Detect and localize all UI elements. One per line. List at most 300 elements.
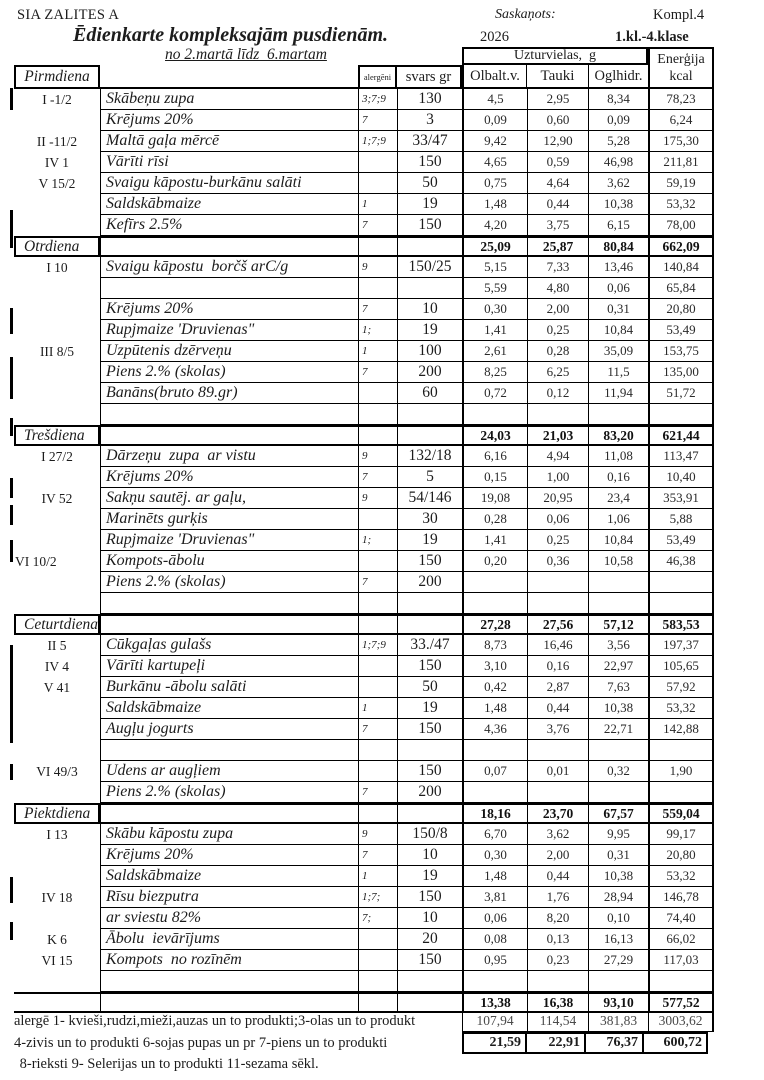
day-code-cell [14,971,100,992]
weight-cell: 54/146 [397,488,462,509]
fat-value-cell: 0,59 [527,152,588,173]
carbs-value-cell [588,572,648,593]
carbs-value-cell: 11,94 [588,383,648,404]
fat-value-cell: 4,64 [527,173,588,194]
energy-header [648,47,714,87]
fat-value-cell: 23,70 [527,805,588,822]
allergens-cell [358,404,397,425]
weight-cell: 19 [397,530,462,551]
weight-cell: 200 [397,782,462,803]
allergens-cell: 7 [358,845,397,866]
protein-value-cell: 1,48 [462,194,527,215]
day-code-cell [14,194,100,215]
weight-cell: 30 [397,509,462,530]
dish-name-cell: Rupjmaize 'Druvienas" [100,320,358,341]
dish-row [14,110,714,131]
day-code-cell: IV 1 [44,154,70,170]
protein-value-cell: 0,09 [462,110,527,131]
dish-name-cell: Augļu jogurts [100,719,358,740]
scan-artifact [10,88,13,110]
carbs-value-cell [588,782,648,803]
energy-value-cell: 78,23 [648,89,714,110]
protein-value-cell: 0,08 [462,929,527,950]
protein-value-cell: 18,16 [462,805,527,822]
dish-row [14,551,714,572]
energy-value-cell: 57,92 [648,677,714,698]
fat-value-cell [527,572,588,593]
dish-row [14,635,714,656]
fat-value-cell: 0,60 [527,110,588,131]
day-code-cell: IV 52 [41,490,73,506]
day-code-cell [14,362,100,383]
fat-value-cell: 3,76 [527,719,588,740]
dish-row [14,89,714,110]
allergens-cell: 7 [358,215,397,236]
carbs-value-cell: 8,34 [588,89,648,110]
carbs-value-cell: 3,62 [588,173,648,194]
dish-name-cell: Marinēts gurķis [100,509,358,530]
carbs-value-cell: 0,06 [588,278,648,299]
fat-value-cell: 1,00 [527,467,588,488]
scan-artifact [10,308,13,334]
scan-artifact [10,540,13,562]
day-header-pirmdiena: Pirmdiena [14,65,100,87]
carbs-value-cell: 10,84 [588,530,648,551]
energy-value-cell: 175,30 [648,131,714,152]
dish-row [14,824,714,845]
day-code-cell [14,530,100,551]
empty-row [14,740,714,761]
energy-value-cell: 74,40 [648,908,714,929]
allergens-cell [358,238,397,255]
dish-row [14,782,714,803]
dish-row [14,341,714,362]
dish-row [14,131,714,152]
energy-value-cell: 1,90 [648,761,714,782]
allergens-cell: 9 [358,488,397,509]
dish-name-cell: Cūkgaļas gulašs [100,635,358,656]
weight-cell: 20 [397,929,462,950]
allergens-cell [358,593,397,614]
allergens-cell: 9 [358,257,397,278]
allergens-cell: 1 [358,698,397,719]
protein-value-cell: 0,95 [462,950,527,971]
allergens-cell [358,616,397,633]
carbs-value-cell: 11,08 [588,446,648,467]
carbs-value-cell: 10,38 [588,194,648,215]
carbs-value-cell: 10,84 [588,320,648,341]
carbs-value-cell [588,971,648,992]
protein-value-cell [462,572,527,593]
weight-cell [397,278,462,299]
protein-value-cell: 27,28 [462,616,527,633]
energy-value-cell: 559,04 [648,805,714,822]
carbs-value-cell: 10,58 [588,551,648,572]
dish-row [14,572,714,593]
fat-header: Tauki [527,65,588,87]
weight-cell: 33/47 [397,131,462,152]
energy-value-cell [648,782,714,803]
energy-value-cell: 117,03 [648,950,714,971]
energy-value-cell: 142,88 [648,719,714,740]
day-row [14,236,714,257]
energy-value-cell: 211,81 [648,152,714,173]
day-code-cell [14,593,100,614]
dish-name-cell: Rupjmaize 'Druvienas" [100,530,358,551]
day-code-cell: III 8/5 [39,343,75,359]
allergens-cell [358,971,397,992]
day-label-cell: Trešdiena [14,427,100,444]
dish-name-cell: Dārzeņu zupa ar vistu [100,446,358,467]
allergens-cell: 7 [358,110,397,131]
protein-value-cell: 3,81 [462,887,527,908]
allergens-cell: 9 [358,824,397,845]
carbs-value-cell [588,593,648,614]
carbs-value-cell: 0,16 [588,467,648,488]
footer-note-row2 [14,1032,714,1054]
dish-name-cell: Krējums 20% [100,467,358,488]
day-code-cell [14,782,100,803]
allergens-cell: 1;7;9 [358,131,397,152]
allergens-cell [358,740,397,761]
day-code-cell [14,719,100,740]
energy-value-cell: 146,78 [648,887,714,908]
day-code-cell: I 27/2 [41,448,73,464]
carbs-value-cell: 28,94 [588,887,648,908]
weight-cell: 150 [397,152,462,173]
fat-value-cell: 25,87 [527,238,588,255]
allergens-cell [358,509,397,530]
menu-table-body [14,87,714,1013]
weight-cell: 150 [397,656,462,677]
protein-value-cell [462,593,527,614]
week-carbs-sum: 381,83 [588,1011,648,1032]
energy-value-cell: 153,75 [648,341,714,362]
weight-cell: 5 [397,467,462,488]
dish-name-cell: Skābu kāpostu zupa [100,824,358,845]
dish-row [14,173,714,194]
avg-carbs: 76,37 [584,1032,644,1054]
dish-name-cell: Svaigu kāpostu borčš arC/g [100,257,358,278]
day-row [14,425,714,446]
dish-name-cell [100,616,358,633]
allergens-cell: 7 [358,782,397,803]
carbs-value-cell: 6,15 [588,215,648,236]
carbs-value-cell: 35,09 [588,341,648,362]
fat-value-cell: 3,62 [527,824,588,845]
day-code-cell [14,320,100,341]
protein-value-cell: 25,09 [462,238,527,255]
allergens-cell: 7 [358,572,397,593]
fat-value-cell [527,593,588,614]
day-code-cell: K 6 [47,931,67,947]
allergens-cell [358,278,397,299]
energy-value-cell: 577,52 [648,994,714,1011]
energy-value-cell: 53,32 [648,866,714,887]
weight-cell: 33./47 [397,635,462,656]
dish-name-cell: Piens 2.% (skolas) [100,572,358,593]
dish-row [14,362,714,383]
weight-cell [397,616,462,633]
fat-value-cell [527,740,588,761]
dish-row [14,215,714,236]
dish-row [14,761,714,782]
fat-value-cell: 0,23 [527,950,588,971]
dish-name-cell [100,427,358,444]
dish-name-cell [100,994,358,1011]
allergens-cell [358,383,397,404]
dish-name-cell: Krējums 20% [100,845,358,866]
protein-value-cell: 13,38 [462,994,527,1011]
weight-cell: 150 [397,215,462,236]
fat-value-cell: 21,03 [527,427,588,444]
weight-cell: 150/25 [397,257,462,278]
fat-value-cell: 8,20 [527,908,588,929]
dish-row [14,908,714,929]
carbs-value-cell: 22,97 [588,656,648,677]
page-title: Ēdienkarte kompleksajām pusdienām. [73,24,389,46]
protein-value-cell: 0,42 [462,677,527,698]
kompl-label: Kompl.4 [653,7,705,23]
allergens-cell: 7 [358,719,397,740]
dish-name-cell: Piens 2.% (skolas) [100,362,358,383]
dish-name-cell [100,238,358,255]
fat-value-cell: 2,95 [527,89,588,110]
fat-value-cell: 0,12 [527,383,588,404]
allergens-cell [358,950,397,971]
dish-name-cell [100,593,358,614]
dish-name-cell: Maltā gaļa mērcē [100,131,358,152]
dish-row [14,299,714,320]
protein-value-cell: 6,70 [462,824,527,845]
allergens-cell [358,656,397,677]
energy-header-line2: kcal [669,69,693,84]
carbs-value-cell: 1,06 [588,509,648,530]
energy-value-cell: 5,88 [648,509,714,530]
dish-name-cell: Saldskābmaize [100,866,358,887]
carbs-value-cell: 27,29 [588,950,648,971]
scan-artifact [10,877,13,903]
energy-value-cell: 59,19 [648,173,714,194]
energy-value-cell: 621,44 [648,427,714,444]
dish-name-cell [100,805,358,822]
dish-name-cell: Piens 2.% (skolas) [100,782,358,803]
fat-value-cell [527,404,588,425]
day-code-cell [14,110,100,131]
scan-artifact [10,505,13,525]
allergen-note-line1: alergē 1- kvieši,rudzi,mieži,auzas un to produkti;3-olas un to produkt [14,1013,416,1029]
dish-name-cell: Saldskābmaize [100,194,358,215]
allergens-cell: 9 [358,446,397,467]
weight-cell: 100 [397,341,462,362]
carbs-value-cell: 93,10 [588,994,648,1011]
day-code-cell [14,404,100,425]
weight-cell: 19 [397,194,462,215]
weight-cell: 19 [397,320,462,341]
allergens-cell: 1 [358,194,397,215]
carbs-value-cell: 10,38 [588,698,648,719]
day-code-cell: II 5 [47,637,67,653]
protein-value-cell [462,740,527,761]
dish-name-cell [100,278,358,299]
protein-value-cell: 0,20 [462,551,527,572]
weight-cell [397,404,462,425]
dish-name-cell: Kefīrs 2.5% [100,215,358,236]
allergens-cell: 7 [358,299,397,320]
energy-value-cell [648,593,714,614]
dish-name-cell: Sakņu sautēj. ar gaļu, [100,488,358,509]
protein-value-cell: 4,36 [462,719,527,740]
weight-cell: 19 [397,698,462,719]
day-code-cell: I 13 [46,826,68,842]
weight-cell [397,805,462,822]
weight-cell: 3 [397,110,462,131]
carbs-value-cell: 0,09 [588,110,648,131]
protein-header: Olbalt.v. [462,65,527,87]
protein-value-cell: 0,15 [462,467,527,488]
energy-value-cell: 46,38 [648,551,714,572]
day-row [14,614,714,635]
dish-row [14,929,714,950]
day-code-cell: V 41 [43,679,71,695]
fat-value-cell: 20,95 [527,488,588,509]
dish-row [14,719,714,740]
day-code-cell [14,383,100,404]
scan-artifact [10,645,13,743]
day-code-cell: IV 18 [41,889,73,905]
protein-value-cell: 5,59 [462,278,527,299]
allergens-cell [358,677,397,698]
dish-name-cell: Vārīti rīsi [100,152,358,173]
allergens-cell: 1 [358,866,397,887]
protein-value-cell: 4,20 [462,215,527,236]
carbs-value-cell: 13,46 [588,257,648,278]
avg-fat: 22,91 [525,1032,586,1054]
day-code-cell: II -11/2 [36,133,78,149]
fat-value-cell: 4,80 [527,278,588,299]
fat-value-cell: 2,87 [527,677,588,698]
carbs-value-cell: 22,71 [588,719,648,740]
energy-value-cell: 6,24 [648,110,714,131]
protein-value-cell: 1,41 [462,320,527,341]
weight-cell: 10 [397,908,462,929]
weight-cell: 19 [397,866,462,887]
carbs-value-cell: 80,84 [588,238,648,255]
scan-artifact [10,764,13,780]
allergens-cell [358,994,397,1011]
day-code-cell [14,572,100,593]
day-code-cell [14,698,100,719]
energy-value-cell [648,971,714,992]
week-fat-sum: 114,54 [527,1011,588,1032]
protein-value-cell: 5,15 [462,257,527,278]
protein-value-cell [462,971,527,992]
protein-value-cell: 8,25 [462,362,527,383]
year-label: 2026 [480,29,509,45]
day-label-cell: Otrdiena [14,238,100,255]
day-code-cell [14,467,100,488]
allergens-cell [358,805,397,822]
dish-name-cell: Saldskābmaize [100,698,358,719]
energy-value-cell: 113,47 [648,446,714,467]
empty-row [14,971,714,992]
fat-value-cell: 4,94 [527,446,588,467]
allergen-note-line2: 4-zivis un to produkti 6-sojas pupas un pr 7-piens un to produkti [14,1034,388,1051]
weight-cell [397,593,462,614]
dish-row [14,446,714,467]
carbs-value-cell: 7,63 [588,677,648,698]
allergens-cell [358,173,397,194]
allergens-cell: 7 [358,362,397,383]
dish-row [14,488,714,509]
dish-row [14,677,714,698]
protein-value-cell: 4,65 [462,152,527,173]
week-energy-sum: 3003,62 [648,1011,714,1032]
scan-artifact [10,418,13,436]
carbs-value-cell: 10,38 [588,866,648,887]
dish-name-cell: Udens ar augļiem [100,761,358,782]
energy-value-cell: 583,53 [648,616,714,633]
fat-value-cell: 0,36 [527,551,588,572]
day-code-cell: VI 49/3 [36,763,78,779]
empty-row [14,593,714,614]
fat-value-cell: 1,76 [527,887,588,908]
fat-value-cell: 0,28 [527,341,588,362]
protein-value-cell: 9,42 [462,131,527,152]
total-row [14,992,714,1013]
energy-value-cell: 65,84 [648,278,714,299]
weight-cell: 10 [397,845,462,866]
dish-name-cell: Skābeņu zupa [100,89,358,110]
dish-row [14,656,714,677]
carbs-value-cell: 67,57 [588,805,648,822]
fat-value-cell: 0,25 [527,530,588,551]
weight-cell: 50 [397,173,462,194]
dish-name-cell: Banāns(bruto 89.gr) [100,383,358,404]
dish-row [14,887,714,908]
protein-value-cell: 0,28 [462,509,527,530]
protein-value-cell: 0,07 [462,761,527,782]
fat-value-cell [527,782,588,803]
weight-cell: 10 [397,299,462,320]
weight-cell: 150 [397,761,462,782]
weight-cell: 150/8 [397,824,462,845]
avg-protein: 21,59 [462,1032,527,1054]
scan-artifact [10,357,13,399]
fat-value-cell: 2,00 [527,845,588,866]
dish-name-cell: Burkānu -ābolu salāti [100,677,358,698]
dish-name-cell [100,404,358,425]
carbs-value-cell: 0,32 [588,761,648,782]
energy-value-cell: 51,72 [648,383,714,404]
protein-value-cell: 0,30 [462,845,527,866]
dish-name-cell: Uzpūtenis dzērveņu [100,341,358,362]
allergen-note-line3: 8-rieksti 9- Selerijas un to produkti 11-sezama sēkl. [16,1056,319,1072]
dish-row [14,845,714,866]
allergens-cell [358,929,397,950]
day-code-cell [14,866,100,887]
weight-cell [397,238,462,255]
protein-value-cell: 1,48 [462,866,527,887]
energy-value-cell [648,740,714,761]
dish-row [14,467,714,488]
day-code-cell [14,845,100,866]
weight-cell: 150 [397,551,462,572]
fat-value-cell: 16,46 [527,635,588,656]
allergens-cell [358,427,397,444]
day-code-cell: V 15/2 [38,175,76,191]
protein-value-cell: 1,41 [462,530,527,551]
